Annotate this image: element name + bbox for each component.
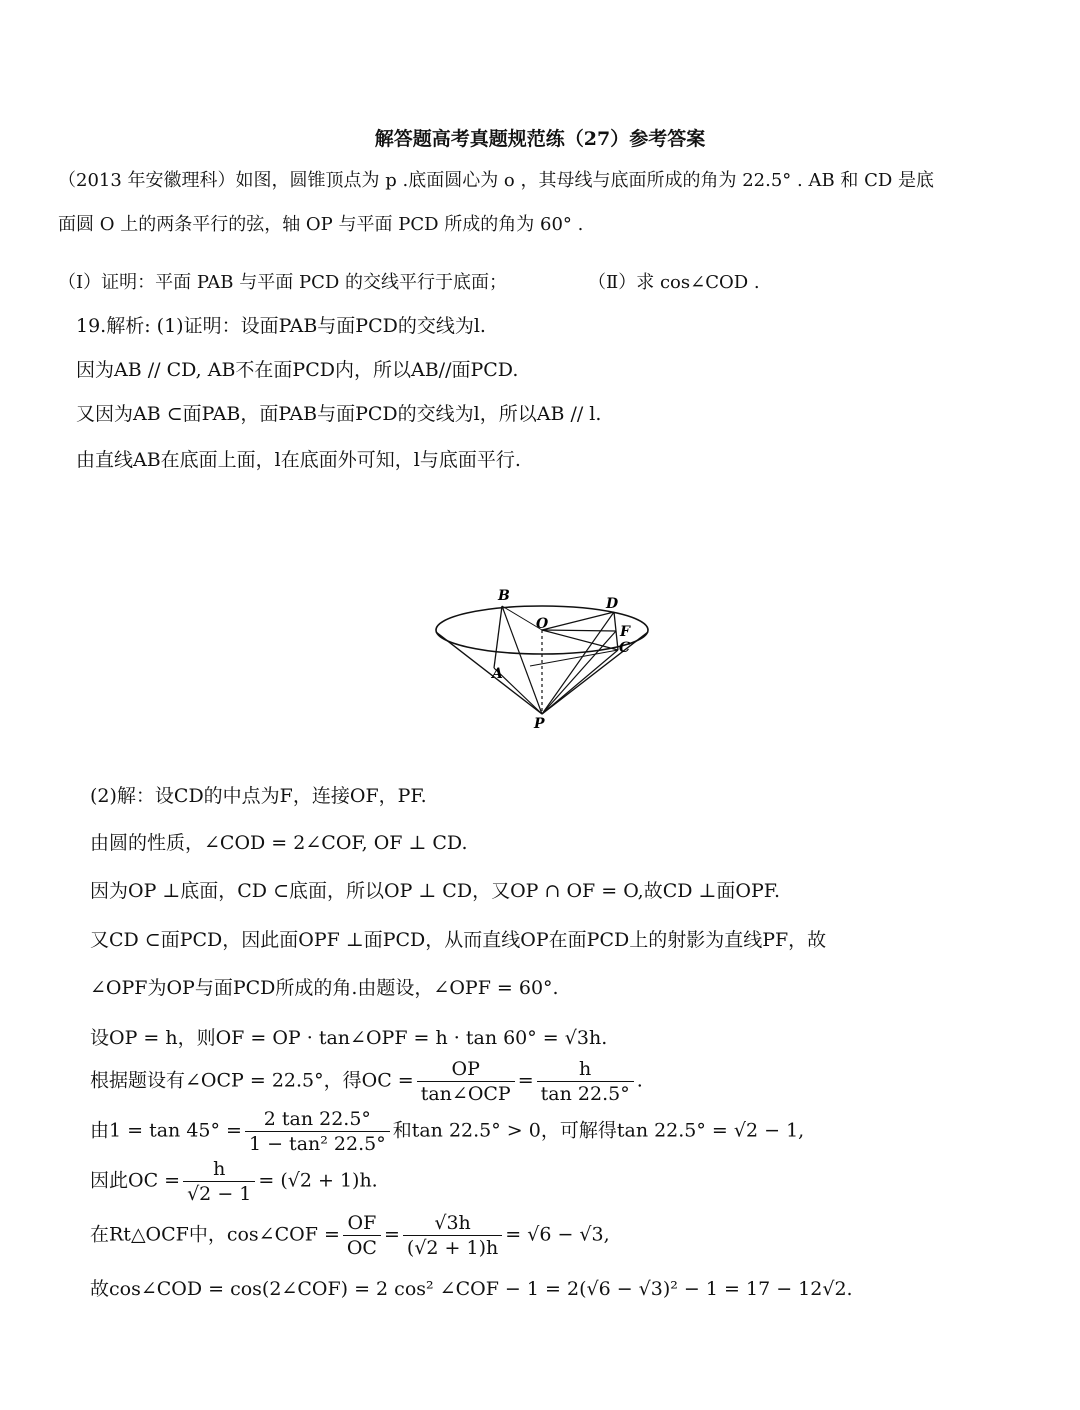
numerator: √3h bbox=[403, 1212, 502, 1236]
label-o: O bbox=[536, 616, 549, 632]
label-f: F bbox=[620, 624, 630, 640]
solution-2-equation bbox=[90, 1212, 610, 1259]
fraction bbox=[183, 1158, 255, 1205]
segment-pf bbox=[542, 631, 616, 714]
solution-2-final-line: 故cos∠COD = cos(2∠COF) = 2 cos² ∠COF − 1 = 2(√6 − √3)² − 1 = 17 − 12√2. bbox=[90, 1278, 853, 1300]
text: . bbox=[636, 1069, 643, 1092]
solution-2-equation bbox=[90, 1158, 378, 1205]
label-b: B bbox=[498, 588, 510, 604]
segment-of bbox=[542, 630, 616, 631]
cone-figure bbox=[430, 582, 660, 732]
fraction bbox=[343, 1212, 381, 1259]
fraction bbox=[417, 1058, 515, 1105]
denominator: (√2 + 1)h bbox=[406, 1237, 499, 1259]
solution-2-line: 因为OP ⊥底面，CD ⊂底面，所以OP ⊥ CD，又OP ∩ OF = O,故CD ⊥面OPF. bbox=[90, 880, 781, 902]
solution-2-line: ∠OPF为OP与面PCD所成的角.由题设，∠OPF = 60°. bbox=[90, 977, 559, 999]
numerator: OP bbox=[417, 1058, 515, 1082]
solution-2-line: (2)解：设CD的中点为F，连接OF，PF. bbox=[90, 785, 427, 807]
numerator: 2 tan 22.5° bbox=[245, 1108, 390, 1132]
text: 因此OC = bbox=[90, 1169, 181, 1192]
page-title: 解答题高考真题规范练（27）参考答案 bbox=[374, 128, 706, 150]
denominator: OC bbox=[346, 1237, 377, 1259]
solution-2-line: 又CD ⊂面PCD，因此面OPF ⊥面PCD，从而直线OP在面PCD上的射影为直线PF，故 bbox=[90, 929, 827, 951]
label-p: P bbox=[534, 716, 545, 732]
text: 在Rt△OCF中，cos∠COF = bbox=[90, 1223, 340, 1246]
label-d: D bbox=[606, 596, 619, 612]
text: 由1 = tan 45° = bbox=[90, 1119, 242, 1142]
solution-2-equation bbox=[90, 1108, 804, 1155]
numerator: h bbox=[537, 1058, 634, 1082]
label-a: A bbox=[492, 666, 503, 682]
numerator: h bbox=[183, 1158, 255, 1182]
chord-ab bbox=[494, 606, 502, 668]
problem-statement-line-1: （2013 年安徽理科）如图，圆锥顶点为 p .底面圆心为 o ，其母线与底面所成的角为 22.5° . AB 和 CD 是底 bbox=[58, 170, 935, 191]
denominator: tan∠OCP bbox=[420, 1083, 511, 1105]
fraction bbox=[403, 1212, 502, 1259]
solution-2-line: 由圆的性质，∠COD = 2∠COF, OF ⊥ CD. bbox=[90, 832, 468, 854]
fraction bbox=[537, 1058, 634, 1105]
solution-2-line: 设OP = h，则OF = OP · tan∠OPF = h · tan 60° = √3h. bbox=[90, 1027, 608, 1049]
label-c: C bbox=[619, 640, 631, 656]
denominator: tan 22.5° bbox=[540, 1083, 630, 1105]
denominator: √2 − 1 bbox=[187, 1183, 252, 1205]
solution-1-line: 由直线AB在底面上面，l在底面外可知，l与底面平行. bbox=[76, 449, 521, 471]
segment-oc bbox=[542, 630, 618, 650]
fraction bbox=[245, 1108, 390, 1155]
text: = √6 − √3, bbox=[505, 1223, 610, 1246]
numerator: OF bbox=[343, 1212, 381, 1236]
problem-part-2: （Ⅱ）求 cos∠COD . bbox=[588, 272, 760, 293]
text: = (√2 + 1)h. bbox=[258, 1169, 378, 1192]
problem-statement-line-2: 面圆 O 上的两条平行的弦，轴 OP 与平面 PCD 所成的角为 60° . bbox=[58, 214, 584, 235]
text: = bbox=[383, 1223, 400, 1246]
denominator: 1 − tan² 22.5° bbox=[248, 1133, 386, 1155]
problem-part-1: （Ⅰ）证明：平面 PAB 与平面 PCD 的交线平行于底面； bbox=[58, 272, 507, 293]
solution-2-equation bbox=[90, 1058, 643, 1105]
solution-1-line: 19.解析: (1)证明：设面PAB与面PCD的交线为l. bbox=[76, 315, 486, 337]
text: 根据题设有∠OCP = 22.5°，得OC = bbox=[90, 1069, 414, 1092]
text: 和tan 22.5° > 0，可解得tan 22.5° = √2 − 1, bbox=[392, 1119, 805, 1142]
text: = bbox=[517, 1069, 534, 1092]
solution-1-line: 又因为AB ⊂面PAB，面PAB与面PCD的交线为l，所以AB // l. bbox=[76, 403, 602, 425]
solution-1-line: 因为AB // CD, AB不在面PCD内，所以AB//面PCD. bbox=[76, 359, 519, 381]
generatrix-left bbox=[436, 632, 542, 714]
